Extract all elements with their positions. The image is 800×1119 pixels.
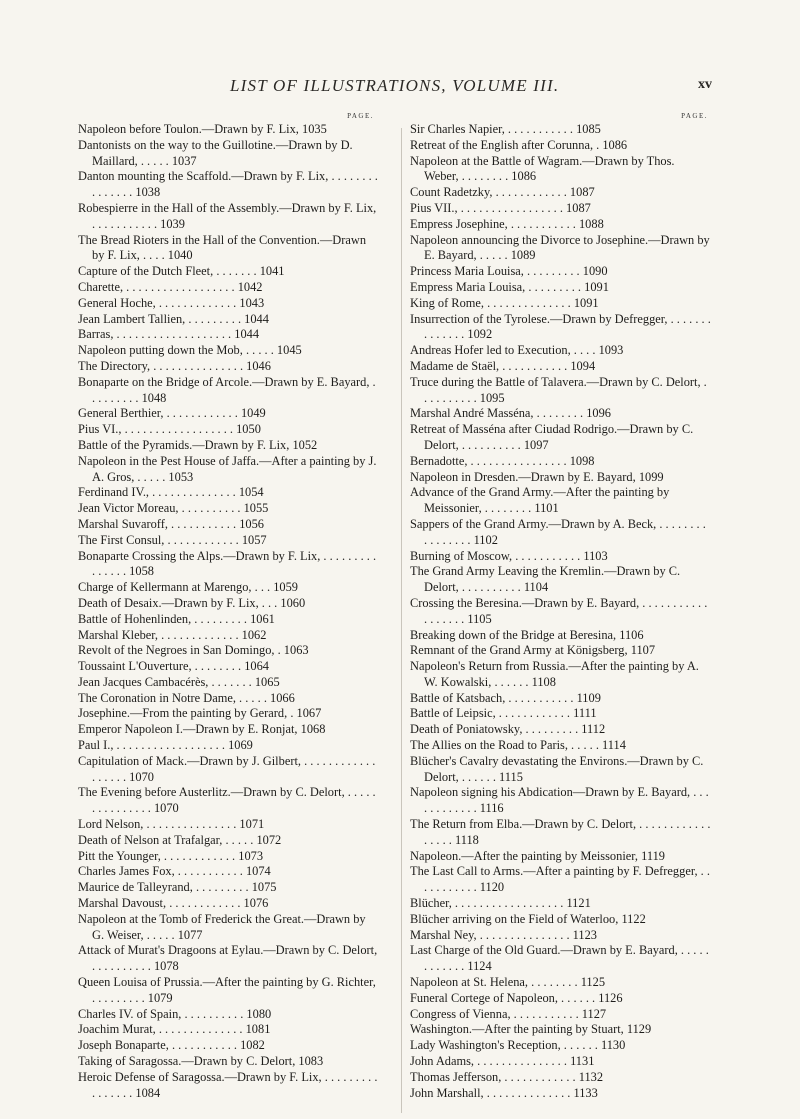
- page-number: 1077: [177, 927, 203, 942]
- list-item: [410, 517, 712, 549]
- illustration-title: Napoleon before Toulon.—Drawn by F. Lix,: [78, 122, 302, 136]
- illustration-title: Death of Poniatowsky, . . . . . . . . .: [410, 722, 582, 737]
- illustration-title: Napoleon's Return from Russia.—After the painting by A. W. Kowalski, . . . . . .: [410, 659, 699, 689]
- illustration-title: Queen Louisa of Prussia.—After the painting by G. Richter, . . . . . . . . .: [78, 975, 376, 1005]
- illustration-title: Blücher, . . . . . . . . . . . . . . . . . .: [410, 896, 567, 911]
- list-item: [410, 596, 712, 628]
- illustration-title: Sir Charles Napier, . . . . . . . . . . .: [410, 122, 577, 136]
- page-number: 1044: [244, 311, 269, 326]
- page-number: 1092: [467, 327, 493, 342]
- list-item: [410, 549, 712, 565]
- illustration-title: Count Radetzky, . . . . . . . . . . . .: [410, 185, 570, 200]
- illustration-title: The Return from Elba.—Drawn by C. Delort, . . . . . . . . . . . . . . . . .: [410, 817, 711, 847]
- illustration-title: John Adams, . . . . . . . . . . . . . . .: [410, 1054, 571, 1069]
- page-number: 1105: [467, 611, 492, 626]
- illustration-title: Attack of Murat's Dragoons at Eylau.—Drawn by C. Delort, . . . . . . . . . .: [78, 943, 378, 974]
- list-item: [78, 343, 378, 359]
- illustration-title: Andreas Hofer led to Execution, . . . .: [410, 343, 599, 358]
- illustration-title: Ferdinand IV., . . . . . . . . . . . . . .: [78, 485, 239, 500]
- page-number: 1079: [147, 990, 173, 1005]
- list-item: [78, 864, 378, 880]
- list-item: [78, 359, 378, 375]
- page-number: 1038: [135, 185, 161, 200]
- illustration-title: Jean Lambert Tallien, . . . . . . . . .: [78, 311, 245, 326]
- page-number-roman: xv: [698, 77, 712, 92]
- page-number: 1130: [600, 1038, 626, 1053]
- page-number: 1073: [238, 848, 264, 863]
- page-number: 1126: [598, 990, 623, 1005]
- list-item: [410, 849, 712, 865]
- list-item: [410, 738, 712, 754]
- list-item: [78, 833, 378, 849]
- illustration-title: Lady Washington's Reception, . . . . . .: [410, 1038, 601, 1053]
- illustration-title: Paul I., . . . . . . . . . . . . . . . . . .: [78, 738, 229, 753]
- page-number: 1054: [238, 485, 264, 500]
- illustration-title: Napoleon announcing the Divorce to Josephine.—Drawn by E. Bayard, . . . . .: [410, 232, 710, 263]
- list-item: [410, 912, 712, 928]
- list-item: [78, 375, 378, 407]
- page-number: 1074: [245, 864, 271, 879]
- illustration-title: Retreat of Masséna after Ciudad Rodrigo.—Drawn by C. Delort, . . . . . . . . . .: [410, 422, 694, 452]
- list-item: [78, 533, 378, 549]
- list-item: [78, 912, 378, 944]
- illustration-title: Capitulation of Mack.—Drawn by J. Gilbert, . . . . . . . . . . . . . . . . . .: [78, 753, 376, 784]
- list-item: [78, 580, 378, 596]
- list-item: [410, 422, 712, 454]
- page-number: 1055: [243, 501, 269, 516]
- illustration-title: Danton mounting the Scaffold.—Drawn by F. Lix, . . . . . . . . . . . . . . .: [78, 169, 378, 200]
- illustration-title: Remnant of the Grand Army at Königsberg,: [410, 643, 631, 658]
- list-item: [78, 312, 378, 328]
- illustration-title: Marshal Suvaroff, . . . . . . . . . . .: [78, 516, 240, 531]
- illustration-title: Charge of Kellermann at Marengo, . . .: [78, 580, 274, 595]
- illustration-title: Breaking down of the Bridge at Beresina,: [410, 627, 620, 642]
- page-number: 1124: [467, 959, 492, 974]
- list-item: [78, 280, 378, 296]
- page-number: 1086: [511, 169, 537, 184]
- page-number: 1068: [300, 722, 326, 737]
- list-item: [78, 943, 378, 975]
- page-number: 1046: [246, 358, 271, 373]
- list-item: [78, 1038, 378, 1054]
- page-number: 1115: [499, 769, 523, 784]
- list-item: [78, 785, 378, 817]
- illustration-title: Napoleon signing his Abdication—Drawn by E. Bayard, . . . . . . . . . . . .: [410, 785, 709, 816]
- list-item: [410, 280, 712, 296]
- list-item: [78, 659, 378, 675]
- list-item: [410, 706, 712, 722]
- page-number: 1096: [586, 406, 611, 421]
- illustration-title: Emperor Napoleon I.—Drawn by E. Ronjat,: [78, 722, 301, 737]
- page-number: 1127: [581, 1006, 607, 1021]
- column-divider: [401, 128, 402, 1113]
- illustration-title: Truce during the Battle of Talavera.—Drawn by C. Delort, . . . . . . . . . .: [410, 374, 707, 405]
- list-item: [78, 1054, 378, 1070]
- list-item: [410, 659, 712, 691]
- page-number: 1094: [570, 358, 596, 373]
- list-item: [78, 880, 378, 896]
- list-item: [410, 785, 712, 817]
- illustration-title: Jean Jacques Cambacérès, . . . . . . .: [78, 674, 255, 689]
- illustration-title: Charles IV. of Spain, . . . . . . . . . .: [78, 1006, 247, 1021]
- illustration-title: General Hoche, . . . . . . . . . . . . .: [78, 295, 240, 310]
- illustration-title: Dantonists on the way to the Guillotine.—Drawn by D. Maillard, . . . . .: [78, 137, 353, 168]
- illustration-title: King of Rome, . . . . . . . . . . . . . .: [410, 295, 574, 310]
- page-number: 1087: [569, 185, 595, 200]
- page-number: 1049: [240, 406, 266, 421]
- page-number: 1112: [581, 722, 606, 737]
- page-number: 1058: [129, 564, 154, 579]
- illustration-title: Charles James Fox, . . . . . . . . . . .: [78, 864, 246, 879]
- page-number: 1120: [479, 880, 505, 895]
- illustration-title: Joachim Murat, . . . . . . . . . . . . . .: [78, 1022, 246, 1037]
- list-item: [78, 501, 378, 517]
- page-number: 1098: [569, 453, 595, 468]
- list-item: [78, 549, 378, 581]
- illustration-title: Napoleon.—After the painting by Meissonier,: [410, 848, 642, 863]
- illustration-title: Marshal Davoust, . . . . . . . . . . . .: [78, 896, 244, 911]
- page-number: 1108: [531, 674, 556, 689]
- illustration-title: The Last Call to Arms.—After a painting by F. Defregger, . . . . . . . . . . .: [410, 864, 710, 895]
- list-item: [410, 943, 712, 975]
- list-item: [78, 706, 378, 722]
- list-item: [78, 754, 378, 786]
- page-number: 1122: [621, 911, 646, 926]
- page-number: 1118: [454, 832, 479, 847]
- page-number: 1042: [237, 279, 263, 294]
- page-number: 1086: [602, 137, 628, 152]
- illustration-title: Insurrection of the Tyrolese.—Drawn by Defregger, . . . . . . . . . . . . . .: [410, 311, 711, 342]
- page-number: 1080: [246, 1006, 272, 1021]
- page-number: 1081: [245, 1022, 271, 1037]
- page-number: 1116: [479, 801, 504, 816]
- illustration-title: Blücher's Cavalry devastating the Environs.—Drawn by C. Delort, . . . . . .: [410, 753, 704, 784]
- page-number: 1091: [573, 295, 599, 310]
- illustration-title: Blücher arriving on the Field of Waterloo,: [410, 911, 622, 926]
- list-item: [410, 217, 712, 233]
- page-number: 1103: [583, 548, 608, 563]
- page-number: 1095: [479, 390, 505, 405]
- list-item: [78, 596, 378, 612]
- page-number: 1129: [626, 1022, 652, 1037]
- list-item: [410, 643, 712, 659]
- page-number: 1053: [168, 469, 194, 484]
- list-item: [78, 122, 378, 138]
- illustration-title: Bernadotte, . . . . . . . . . . . . . . . .: [410, 453, 570, 468]
- illustration-title: Napoleon at the Tomb of Frederick the Great.—Drawn by G. Weiser, . . . . .: [78, 911, 366, 942]
- page-number: 1056: [239, 516, 264, 531]
- list-item: [78, 1022, 378, 1038]
- illustration-title: Battle of the Pyramids.—Drawn by F. Lix,: [78, 437, 293, 452]
- illustration-title: Princess Maria Louisa, . . . . . . . . .: [410, 264, 583, 279]
- list-item: [78, 628, 378, 644]
- illustration-title: Bonaparte on the Bridge of Arcole.—Drawn by E. Bayard, . . . . . . . . .: [78, 374, 376, 405]
- page-number: 1106: [619, 627, 644, 642]
- illustration-title: Joseph Bonaparte, . . . . . . . . . . .: [78, 1038, 241, 1053]
- illustration-title: Marshal André Masséna, . . . . . . . .: [410, 406, 587, 421]
- list-item: [410, 864, 712, 896]
- illustration-title: Charette, . . . . . . . . . . . . . . . . . .: [78, 279, 238, 294]
- list-item: [410, 722, 712, 738]
- list-item: [410, 312, 712, 344]
- page-number: 1078: [153, 959, 179, 974]
- illustration-title: Napoleon in Dresden.—Drawn by E. Bayard,: [410, 469, 639, 484]
- right-column: [410, 110, 712, 1101]
- list-item: [78, 675, 378, 691]
- illustration-title: The Evening before Austerlitz.—Drawn by C. Delort, . . . . . . . . . . . . . . .: [78, 785, 376, 816]
- illustration-title: The Bread Rioters in the Hall of the Convention.—Drawn by F. Lix, . . . .: [78, 232, 367, 263]
- list-item: [410, 375, 712, 407]
- list-item: [410, 185, 712, 201]
- illustration-title: Battle of Leipsic, . . . . . . . . . . . .: [410, 706, 574, 721]
- page-number: 1035: [302, 122, 327, 136]
- illustration-title: Congress of Vienna, . . . . . . . . . . .: [410, 1006, 582, 1021]
- illustration-list-right: [410, 122, 712, 1101]
- page-number: 1075: [251, 880, 277, 895]
- page-number: 1064: [244, 659, 269, 674]
- illustration-title: Napoleon putting down the Mob, . . . . .: [78, 343, 277, 358]
- page-number: 1070: [129, 769, 154, 784]
- list-item: [78, 233, 378, 265]
- list-item: [410, 975, 712, 991]
- page-number: 1063: [283, 643, 309, 658]
- page-number: 1052: [292, 437, 318, 452]
- page-number: 1065: [254, 674, 280, 689]
- illustration-title: Battle of Hohenlinden, . . . . . . . . .: [78, 611, 251, 626]
- illustration-title: Robespierre in the Hall of the Assembly.—Drawn by F. Lix, . . . . . . . . . . .: [78, 200, 377, 231]
- page-number: 1104: [523, 580, 549, 595]
- page-number: 1070: [153, 801, 179, 816]
- list-item: [78, 454, 378, 486]
- list-item: [410, 896, 712, 912]
- list-item: [78, 817, 378, 833]
- page-number: 1090: [582, 264, 608, 279]
- illustration-title: Lord Nelson, . . . . . . . . . . . . . . .: [78, 817, 240, 832]
- list-item: [410, 1038, 712, 1054]
- list-item: [410, 1007, 712, 1023]
- list-item: [78, 738, 378, 754]
- list-item: [78, 138, 378, 170]
- list-item: [78, 691, 378, 707]
- list-item: [410, 406, 712, 422]
- list-item: [78, 406, 378, 422]
- illustration-title: The First Consul, . . . . . . . . . . . .: [78, 532, 242, 547]
- list-item: [78, 612, 378, 628]
- illustration-title: General Berthier, . . . . . . . . . . . .: [78, 406, 241, 421]
- illustration-title: Bonaparte Crossing the Alps.—Drawn by F. Lix, . . . . . . . . . . . . . . .: [78, 548, 377, 579]
- list-item: [410, 564, 712, 596]
- list-item: [410, 454, 712, 470]
- illustration-title: Burning of Moscow, . . . . . . . . . . .: [410, 548, 584, 563]
- illustration-title: Last Charge of the Old Guard.—Drawn by E. Bayard, . . . . . . . . . . . .: [410, 943, 709, 974]
- illustration-list-left: [78, 122, 378, 1101]
- page-number: 1037: [171, 153, 197, 168]
- list-item: [410, 485, 712, 517]
- illustration-title: Capture of the Dutch Fleet, . . . . . . .: [78, 264, 260, 279]
- left-column: [78, 110, 378, 1101]
- page-number: 1109: [576, 690, 601, 705]
- list-item: [410, 691, 712, 707]
- page-number: 1050: [236, 422, 261, 437]
- illustration-title: Maurice de Talleyrand, . . . . . . . . .: [78, 880, 252, 895]
- illustration-title: Napoleon at the Battle of Wagram.—Drawn by Thos. Weber, . . . . . . . .: [410, 153, 675, 184]
- page-column-label: PAGE.: [347, 112, 374, 120]
- illustration-title: Empress Maria Louisa, . . . . . . . . .: [410, 279, 585, 294]
- list-item: [410, 1086, 712, 1102]
- page-number: 1067: [296, 706, 322, 721]
- list-item: [78, 643, 378, 659]
- list-item: [410, 343, 712, 359]
- illustration-title: The Directory, . . . . . . . . . . . . . . .: [78, 358, 247, 373]
- illustration-title: Pius VI., . . . . . . . . . . . . . . . . . .: [78, 422, 237, 437]
- page-number: 1119: [641, 848, 665, 863]
- illustration-title: Revolt of the Negroes in San Domingo, .: [78, 643, 284, 658]
- illustration-title: Taking of Saragossa.—Drawn by C. Delort,: [78, 1054, 299, 1069]
- page-column-label: PAGE.: [681, 112, 708, 120]
- list-item: [410, 628, 712, 644]
- list-item: [410, 470, 712, 486]
- page-number: 1044: [234, 327, 260, 342]
- page-number: 1099: [638, 469, 664, 484]
- list-item: [78, 896, 378, 912]
- illustration-title: The Grand Army Leaving the Kremlin.—Drawn by C. Delort, . . . . . . . . . .: [410, 564, 681, 595]
- page-number: 1132: [578, 1069, 604, 1084]
- list-item: [410, 1054, 712, 1070]
- list-item: [410, 1022, 712, 1038]
- list-item: [410, 991, 712, 1007]
- list-item: [410, 1070, 712, 1086]
- page-number: 1060: [280, 595, 306, 610]
- illustration-title: Napoleon at St. Helena, . . . . . . . .: [410, 975, 581, 990]
- list-item: [78, 201, 378, 233]
- illustration-title: Marshal Kleber, . . . . . . . . . . . . .: [78, 627, 242, 642]
- illustration-title: Battle of Katsbach, . . . . . . . . . . .: [410, 690, 577, 705]
- page-number: 1097: [523, 437, 549, 452]
- list-item: [78, 975, 378, 1007]
- page-number: 1121: [566, 896, 591, 911]
- page-number: 1123: [572, 927, 597, 942]
- list-item: [78, 1007, 378, 1023]
- page-number: 1069: [228, 738, 253, 753]
- illustration-title: Death of Nelson at Trafalgar, . . . . .: [78, 832, 257, 847]
- page-number: 1066: [270, 690, 295, 705]
- illustration-title: Barras, . . . . . . . . . . . . . . . . . . .: [78, 327, 235, 342]
- illustration-title: Heroic Defense of Saragossa.—Drawn by F. Lix, . . . . . . . . . . . . . . . .: [78, 1069, 378, 1100]
- illustration-title: Empress Josephine, . . . . . . . . . . .: [410, 216, 579, 231]
- page-number: 1102: [473, 532, 498, 547]
- page-number: 1131: [570, 1054, 595, 1069]
- list-item: [410, 122, 712, 138]
- page-number: 1083: [298, 1054, 324, 1069]
- page-number: 1125: [580, 975, 606, 990]
- illustration-title: Marshal Ney, . . . . . . . . . . . . . . .: [410, 927, 573, 942]
- page-number: 1040: [167, 248, 193, 263]
- page-number: 1061: [250, 611, 275, 626]
- page-number: 1107: [630, 643, 656, 658]
- illustration-title: Funeral Cortege of Napoleon, . . . . . .: [410, 990, 599, 1005]
- list-item: [410, 201, 712, 217]
- list-item: [410, 817, 712, 849]
- page-number: 1043: [239, 295, 265, 310]
- page-number: 1133: [573, 1085, 598, 1100]
- list-item: [78, 849, 378, 865]
- page-number: 1062: [241, 627, 267, 642]
- illustration-title: Madame de Staël, . . . . . . . . . . .: [410, 358, 571, 373]
- illustration-title: Josephine.—From the painting by Gerard, .: [78, 706, 297, 721]
- illustration-title: Retreat of the English after Corunna, .: [410, 137, 603, 152]
- page-header: [0, 76, 800, 100]
- page-number: 1093: [598, 343, 624, 358]
- list-item: [410, 928, 712, 944]
- page-number: 1084: [135, 1085, 161, 1100]
- illustration-title: Thomas Jefferson, . . . . . . . . . . . .: [410, 1069, 579, 1084]
- page-number: 1048: [141, 390, 167, 405]
- page-number: 1088: [578, 216, 604, 231]
- page-number: 1089: [510, 248, 536, 263]
- list-item: [410, 264, 712, 280]
- illustration-title: Washington.—After the painting by Stuart,: [410, 1022, 627, 1037]
- page-number: 1085: [576, 122, 601, 136]
- list-item: [410, 296, 712, 312]
- list-item: [410, 359, 712, 375]
- list-item: [410, 754, 712, 786]
- list-item: [78, 438, 378, 454]
- list-item: [410, 138, 712, 154]
- illustration-title: Advance of the Grand Army.—After the painting by Meissonier, . . . . . . . .: [410, 485, 670, 516]
- illustration-title: Pitt the Younger, . . . . . . . . . . . .: [78, 848, 239, 863]
- illustration-title: The Allies on the Road to Paris, . . . . .: [410, 738, 603, 753]
- list-item: [78, 264, 378, 280]
- illustration-title: The Coronation in Notre Dame, . . . . .: [78, 690, 271, 705]
- illustration-title: John Marshall, . . . . . . . . . . . . . .: [410, 1085, 574, 1100]
- page-number: 1091: [584, 279, 609, 294]
- page-number: 1114: [602, 738, 626, 753]
- list-item: [410, 154, 712, 186]
- page-number: 1059: [273, 580, 298, 595]
- list-item: [78, 169, 378, 201]
- page-title: LIST OF ILLUSTRATIONS, VOLUME III.: [230, 76, 560, 95]
- list-item: [78, 722, 378, 738]
- page-number: 1101: [534, 501, 559, 516]
- illustration-title: Napoleon in the Pest House of Jaffa.—After a painting by J. A. Gros, . . . . .: [78, 453, 377, 484]
- page-number: 1057: [241, 532, 267, 547]
- list-item: [78, 1070, 378, 1102]
- illustration-title: Death of Desaix.—Drawn by F. Lix, . . .: [78, 595, 281, 610]
- illustration-title: Pius VII., . . . . . . . . . . . . . . . . .: [410, 200, 567, 215]
- illustration-title: Toussaint L'Ouverture, . . . . . . . .: [78, 659, 245, 674]
- illustration-title: Sappers of the Grand Army.—Drawn by A. Beck, . . . . . . . . . . . . . . . .: [410, 516, 706, 547]
- page-number: 1076: [243, 896, 269, 911]
- page-number: 1087: [566, 200, 591, 215]
- page-number: 1071: [239, 817, 265, 832]
- illustration-title: Crossing the Beresina.—Drawn by E. Bayard, . . . . . . . . . . . . . . . . . .: [410, 595, 708, 626]
- page-number: 1039: [160, 216, 185, 231]
- list-item: [78, 517, 378, 533]
- list-item: [78, 327, 378, 343]
- list-item: [78, 485, 378, 501]
- page-number: 1111: [573, 706, 597, 721]
- list-item: [78, 296, 378, 312]
- list-item: [78, 422, 378, 438]
- page-number: 1082: [240, 1038, 265, 1053]
- page-number: 1041: [259, 264, 285, 279]
- illustration-title: Jean Victor Moreau, . . . . . . . . . .: [78, 501, 244, 516]
- page-number: 1045: [276, 343, 302, 358]
- list-item: [410, 233, 712, 265]
- page-number: 1072: [256, 832, 282, 847]
